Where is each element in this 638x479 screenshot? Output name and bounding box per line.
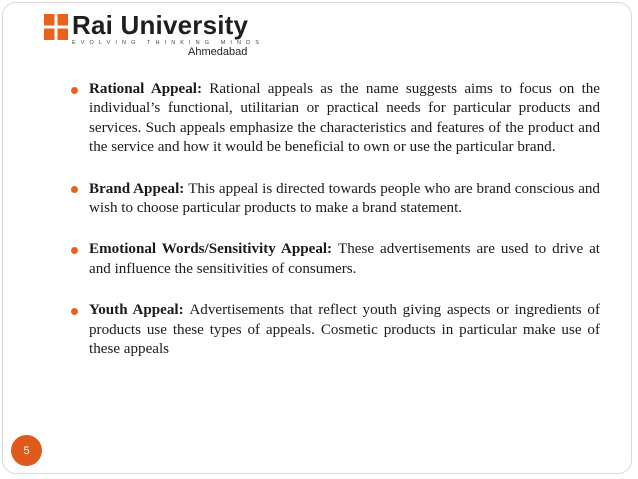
bullet-text: These advertisements are used to drive at and influence the sensitivities of consumers. bbox=[89, 241, 600, 277]
bullet-dot-icon bbox=[71, 87, 78, 94]
bullet-text: Advertisements that reflect youth giving aspects or ingredients of products use these types of appeals. Cosmetic products in particular make use of these appeals bbox=[89, 302, 600, 358]
bullet-dot-icon bbox=[71, 308, 78, 315]
university-logo bbox=[44, 10, 274, 59]
bullet-heading: Brand Appeal: bbox=[89, 180, 189, 197]
university-tagline: EVOLVING THINKING MINDS bbox=[72, 40, 264, 46]
university-name: Rai University bbox=[72, 10, 249, 40]
page-number-badge: 5 bbox=[11, 435, 42, 466]
bullet-item bbox=[70, 240, 600, 279]
bullet-dot-icon bbox=[71, 186, 78, 193]
university-city: Ahmedabad bbox=[188, 46, 248, 58]
bullet-heading: Rational Appeal: bbox=[89, 81, 210, 97]
bullet-text: This appeal is directed towards people who are brand conscious and wish to choose particular products to make a brand statement. bbox=[89, 180, 600, 217]
bullet-item bbox=[70, 80, 600, 158]
bullet-dot-icon bbox=[71, 247, 78, 254]
bullet-item bbox=[70, 180, 600, 219]
bullet-heading: Youth Appeal: bbox=[89, 302, 190, 319]
bullet-item bbox=[70, 301, 600, 359]
crest-icon bbox=[44, 14, 68, 40]
bullet-heading: Emotional Words/Sensitivity Appeal: bbox=[89, 241, 339, 258]
bullet-list bbox=[70, 80, 600, 381]
bullet-text: Rational appeals as the name suggests aims to focus on the individual’s functional, utilitarian or practical needs for particular products and services. Such appeals emphasize the characteristics and features of the product and the service and how it would be beneficial to own or use the particular brand. bbox=[89, 81, 601, 156]
